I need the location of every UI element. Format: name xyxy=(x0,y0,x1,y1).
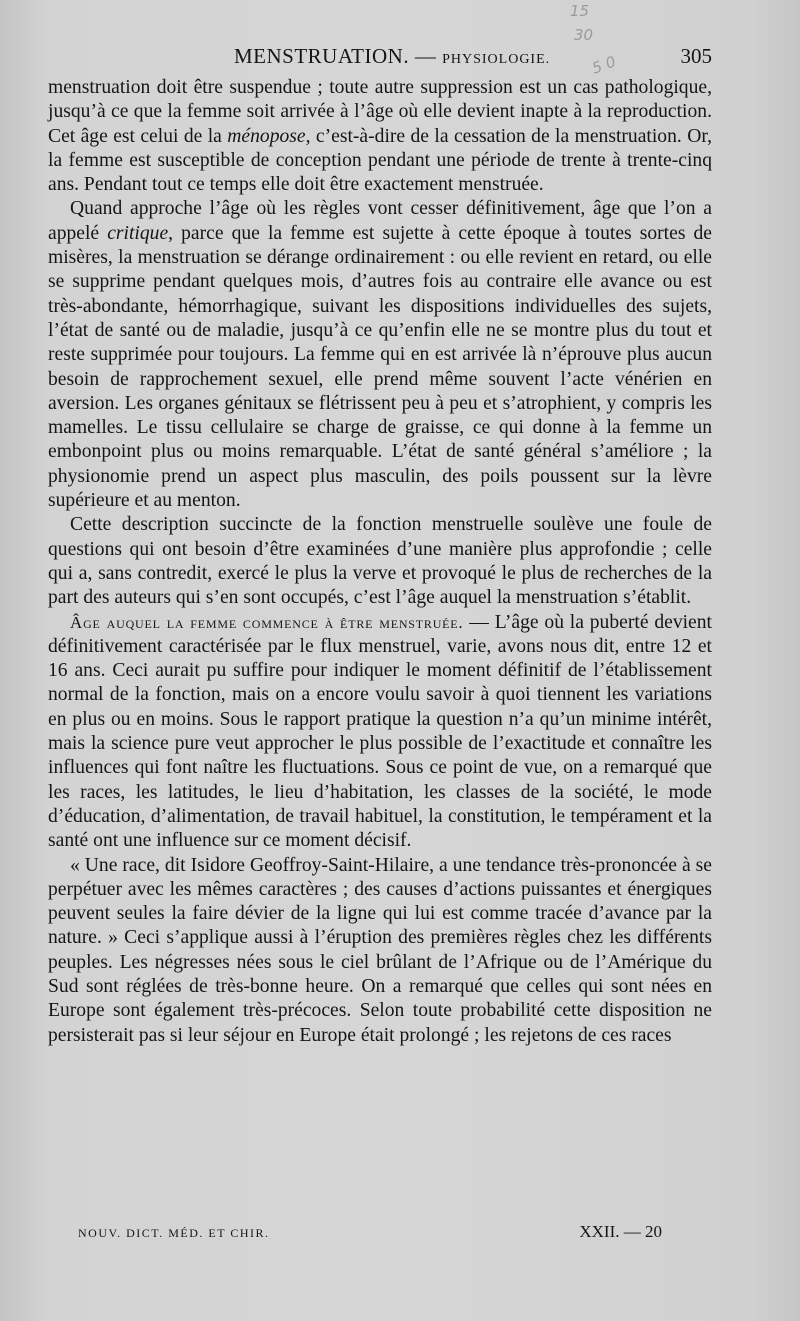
paragraph-text: , c’est-à-dire de la cessation de la menstruation. Or, la femme est susceptible de conception pendant une période de trente à trente-cinq ans. Pendant tout ce temps elle doit être exactement menstruée. xyxy=(48,125,712,196)
paragraph xyxy=(48,611,712,854)
italic-term: critique xyxy=(107,222,169,244)
pencil-mark: 30 xyxy=(574,26,594,44)
body-text xyxy=(48,76,712,1048)
paragraph-text: Quand approche l’âge où les règles vont cesser définitivement, âge que l’on a appelé xyxy=(48,198,712,244)
running-title-main: MENSTRUATION. — xyxy=(234,44,437,68)
running-title-sub: PHYSIOLOGIE. xyxy=(442,52,551,67)
footer-signature: NOUV. DICT. MÉD. ET CHIR. xyxy=(78,1226,270,1240)
paragraph-text: , parce que la femme est sujette à cette époque à toutes sortes de misères, la menstruation se dérange ordinairement : ou elle revient en retard, ou elle se supprime pendant quelques mois, d’autres fois au contraire elle avance ou est très-abondante, hémorrhagique, suivant les dispositions individuelles des sujets, l’état de santé ou de maladie, jusqu’à ce qu’enfin elle ne se montre plus du tout et reste supprimée pour toujours. La femme qui en est arrivée là n’éprouve plus aucun besoin de rapprochement sexuel, elle prend même souvent l’acte vénérien en aversion. Les organes génitaux se flétrissent peu à peu et s’atrophient, y compris les mamelles. Le tissu cellulaire se charge de graisse, ce qui donne à la femme un embonpoint plus ou moins remarquable. L’état de santé général s’améliore ; la physionomie prend un aspect plus masculin, des poils poussent sur la lèvre supérieure et au menton. xyxy=(48,222,712,512)
running-title xyxy=(234,44,550,69)
section-heading: Âge auquel la femme commence à être menstruée. xyxy=(70,612,464,632)
paragraph-text: — L’âge où la puberté devient définitivement caractérisée par le flux menstruel, varie, avons nous dit, entre 12 et 16 ans. Ceci aurait pu suffire pour indiquer le moment définitif de l’établissement normal de la fonction, mais on a encore voulu savoir à quoi tiennent les variations en plus ou en moins. Sous le rapport pratique la question n’a qu’un minime intérêt, mais la science pure veut approcher le plus possible de l’exactitude et connaître les influences qui font naître les fluctuations. Sous ce point de vue, on a remarqué que les races, les latitudes, le lieu d’habitation, les classes de la société, le mode d’éducation, d’alimentation, de travail habituel, la constitution, le tempérament et la santé ont une influence sur ce moment décisif. xyxy=(48,611,712,852)
page-number: 305 xyxy=(680,44,712,68)
paragraph xyxy=(48,854,712,1048)
paragraph-text: « Une race, dit Isidore Geoffroy-Saint-Hilaire, a une tendance très-prononcée à se perpétuer avec les mêmes caractères ; des causes d’actions puissantes et énergiques peuvent seules la faire dévier de la ligne qui lui est comme tracée d’avance par la nature. » Ceci s’applique aussi à l’éruption des premières règles chez les différents peuples. Les négresses nées sous le ciel brûlant de l’Afrique ou de l’Amérique du Sud sont réglées de très-bonne heure. On a remarqué que celles qui sont nées en Europe sont également très-précoces. Selon toute probabilité cette disposition ne persisterait pas si leur séjour en Europe était prolongé ; les rejetons de ces races xyxy=(48,854,712,1046)
pencil-mark: 5 0 xyxy=(589,52,619,78)
pencil-mark: 15 xyxy=(570,2,590,20)
paragraph xyxy=(48,76,712,197)
paragraph-text: Cette description succincte de la fonction menstruelle soulève une foule de questions qui ont besoin d’être examinées d’une manière plus approfondie ; celle qui a, sans contredit, exercé le plus la verve et provoqué le plus de recherches de la part des auteurs qui s’en sont occupés, c’est l’âge auquel la menstruation s’établit. xyxy=(48,514,712,609)
footer-volume: XXII. — 20 xyxy=(579,1222,662,1241)
paragraph xyxy=(48,197,712,513)
running-header xyxy=(48,44,712,72)
page-footer xyxy=(48,1222,712,1246)
paragraph-text: menstruation doit être suspendue ; toute autre suppression est un cas pathologique, jusqu’à ce que la femme soit arrivée à l’âge où elle devient inapte à la reproduction. Cet âge est celui de la xyxy=(48,77,712,147)
paragraph xyxy=(48,513,712,610)
italic-term: ménopose xyxy=(227,125,306,147)
